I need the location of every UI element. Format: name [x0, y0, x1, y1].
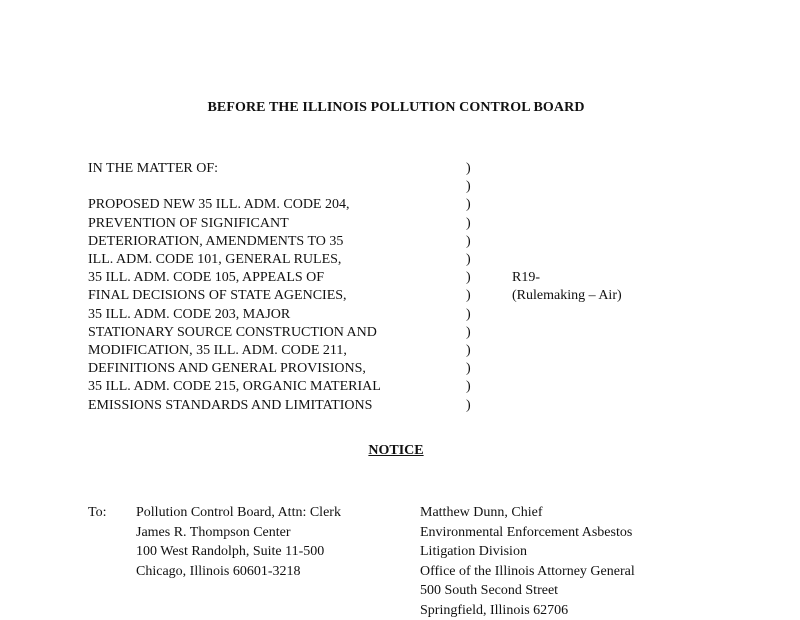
address-line: Springfield, Illinois 62706 [420, 601, 635, 620]
case-caption [88, 160, 381, 415]
notice-title: NOTICE [0, 443, 792, 459]
caption-paren: ) [466, 378, 471, 396]
caption-paren: ) [466, 178, 471, 196]
recipient-address-attorney-general [420, 503, 635, 620]
to-label: To: [88, 503, 106, 523]
recipient-address-board [136, 503, 341, 581]
caption-paren: ) [466, 306, 471, 324]
caption-paren: ) [466, 160, 471, 178]
caption-spacer [88, 178, 381, 196]
address-line: Litigation Division [420, 542, 635, 562]
docket-number: R19- [512, 269, 622, 287]
address-line: Matthew Dunn, Chief [420, 503, 635, 523]
docket-type: (Rulemaking – Air) [512, 287, 622, 305]
caption-line: PREVENTION OF SIGNIFICANT [88, 215, 381, 233]
caption-line: 35 ILL. ADM. CODE 215, ORGANIC MATERIAL [88, 378, 381, 396]
caption-paren: ) [466, 269, 471, 287]
caption-line: PROPOSED NEW 35 ILL. ADM. CODE 204, [88, 196, 381, 214]
caption-paren: ) [466, 397, 471, 415]
address-line: Environmental Enforcement Asbestos [420, 523, 635, 543]
caption-paren: ) [466, 342, 471, 360]
caption-line: 35 ILL. ADM. CODE 105, APPEALS OF [88, 269, 381, 287]
address-line: Office of the Illinois Attorney General [420, 562, 635, 582]
caption-line: DEFINITIONS AND GENERAL PROVISIONS, [88, 360, 381, 378]
caption-paren: ) [466, 196, 471, 214]
address-line: Pollution Control Board, Attn: Clerk [136, 503, 341, 523]
address-line: 500 South Second Street [420, 581, 635, 601]
caption-line: STATIONARY SOURCE CONSTRUCTION AND [88, 324, 381, 342]
docket-info [512, 269, 622, 305]
caption-line: MODIFICATION, 35 ILL. ADM. CODE 211, [88, 342, 381, 360]
caption-line: FINAL DECISIONS OF STATE AGENCIES, [88, 287, 381, 305]
address-line: Chicago, Illinois 60601-3218 [136, 562, 341, 582]
address-line: 100 West Randolph, Suite 11-500 [136, 542, 341, 562]
caption-line: ILL. ADM. CODE 101, GENERAL RULES, [88, 251, 381, 269]
matter-label: IN THE MATTER OF: [88, 160, 381, 178]
caption-paren: ) [466, 233, 471, 251]
caption-paren: ) [466, 251, 471, 269]
address-line: James R. Thompson Center [136, 523, 341, 543]
caption-paren-column [466, 160, 471, 415]
caption-line: EMISSIONS STANDARDS AND LIMITATIONS [88, 397, 381, 415]
caption-paren: ) [466, 215, 471, 233]
caption-paren: ) [466, 360, 471, 378]
caption-line: 35 ILL. ADM. CODE 203, MAJOR [88, 306, 381, 324]
board-heading: BEFORE THE ILLINOIS POLLUTION CONTROL BOARD [0, 100, 792, 116]
caption-paren: ) [466, 287, 471, 305]
caption-line: DETERIORATION, AMENDMENTS TO 35 [88, 233, 381, 251]
caption-paren: ) [466, 324, 471, 342]
